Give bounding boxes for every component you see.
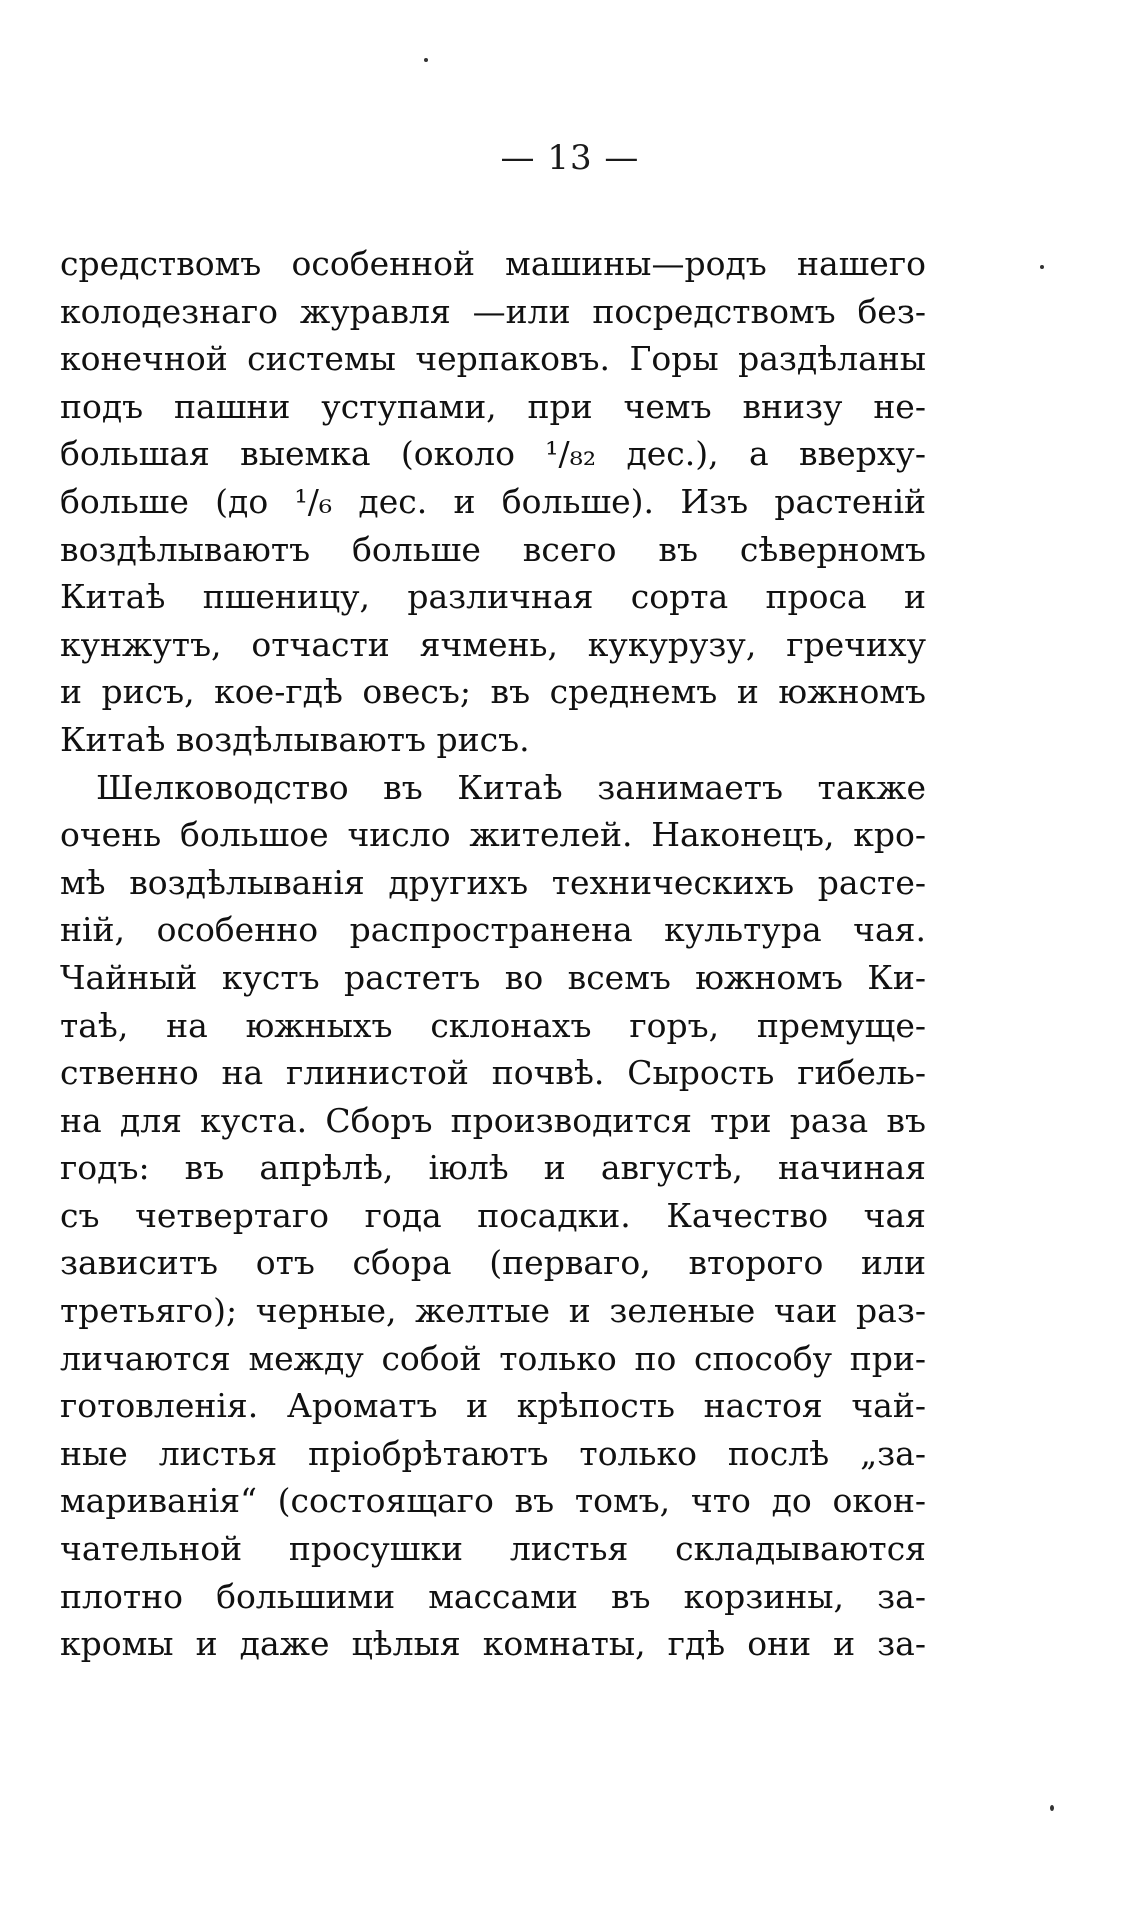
text-line: ные листья пріобрѣтаютъ только послѣ „за- (60, 1433, 926, 1473)
text-line: и рисъ, кое-гдѣ овесъ; въ среднемъ и южномъ (60, 672, 926, 712)
text-line: конечной системы черпаковъ. Горы раздѣланы (60, 339, 926, 379)
text-line: ній, особенно распространена культура чая. (60, 910, 926, 950)
text-line: готовленія. Ароматъ и крѣпость настоя чай- (60, 1386, 926, 1426)
text-line: зависитъ отъ сбора (перваго, второго или (60, 1243, 926, 1283)
text-line: личаются между собой только по способу при- (60, 1338, 926, 1378)
text-line: третьяго); черные, желтые и зеленые чаи раз- (60, 1291, 926, 1331)
text-line: мариванія“ (состоящаго въ томъ, что до окон- (60, 1481, 926, 1521)
text-line: больше (до ¹/₆ дес. и больше). Изъ растеній (60, 481, 926, 521)
text-line: большая выемка (около ¹/₈₂ дес.), а вверху- (60, 434, 926, 474)
text-line: кромы и даже цѣлыя комнаты, гдѣ они и за- (60, 1624, 926, 1664)
text-line: колодезнаго журавля —или посредствомъ без- (60, 291, 926, 331)
text-line: годъ: въ апрѣлѣ, іюлѣ и августѣ, начиная (60, 1148, 926, 1188)
page-number: — 13 — (500, 138, 640, 178)
text-line: воздѣлываютъ больше всего въ сѣверномъ (60, 529, 926, 569)
text-line: очень большое число жителей. Наконецъ, кро- (60, 815, 926, 855)
text-line: подъ пашни уступами, при чемъ внизу не- (60, 386, 926, 426)
text-line: Китаѣ воздѣлываютъ рисъ. (60, 719, 530, 759)
print-speck (424, 58, 428, 62)
text-line: Шелководство въ Китаѣ занимаетъ также (96, 767, 926, 807)
text-line: таѣ, на южныхъ склонахъ горъ, премуще- (60, 1005, 926, 1045)
paragraph-irrigation (60, 240, 926, 764)
print-speck (1050, 1805, 1054, 1811)
print-speck (1040, 265, 1044, 269)
text-line: плотно большими массами въ корзины, за- (60, 1576, 926, 1616)
text-line: чательной просушки листья складываются (60, 1529, 926, 1569)
text-line: средствомъ особенной машины—родъ нашего (60, 244, 926, 283)
text-line: Чайный кустъ растетъ во всемъ южномъ Ки- (60, 957, 926, 997)
text-line: Китаѣ пшеницу, различная сорта проса и (60, 577, 926, 617)
text-line: мѣ воздѣлыванія другихъ техническихъ расте- (60, 862, 926, 902)
body-text (60, 240, 926, 1668)
text-line: на для куста. Сборъ производится три раза въ (60, 1100, 926, 1140)
text-line: ственно на глинистой почвѣ. Сырость гибель- (60, 1053, 926, 1093)
text-line: съ четвертаго года посадки. Качество чая (60, 1195, 926, 1235)
paragraph-sericulture-tea (60, 764, 926, 1668)
text-line: кунжутъ, отчасти ячмень, кукурузу, гречиху (60, 624, 926, 664)
